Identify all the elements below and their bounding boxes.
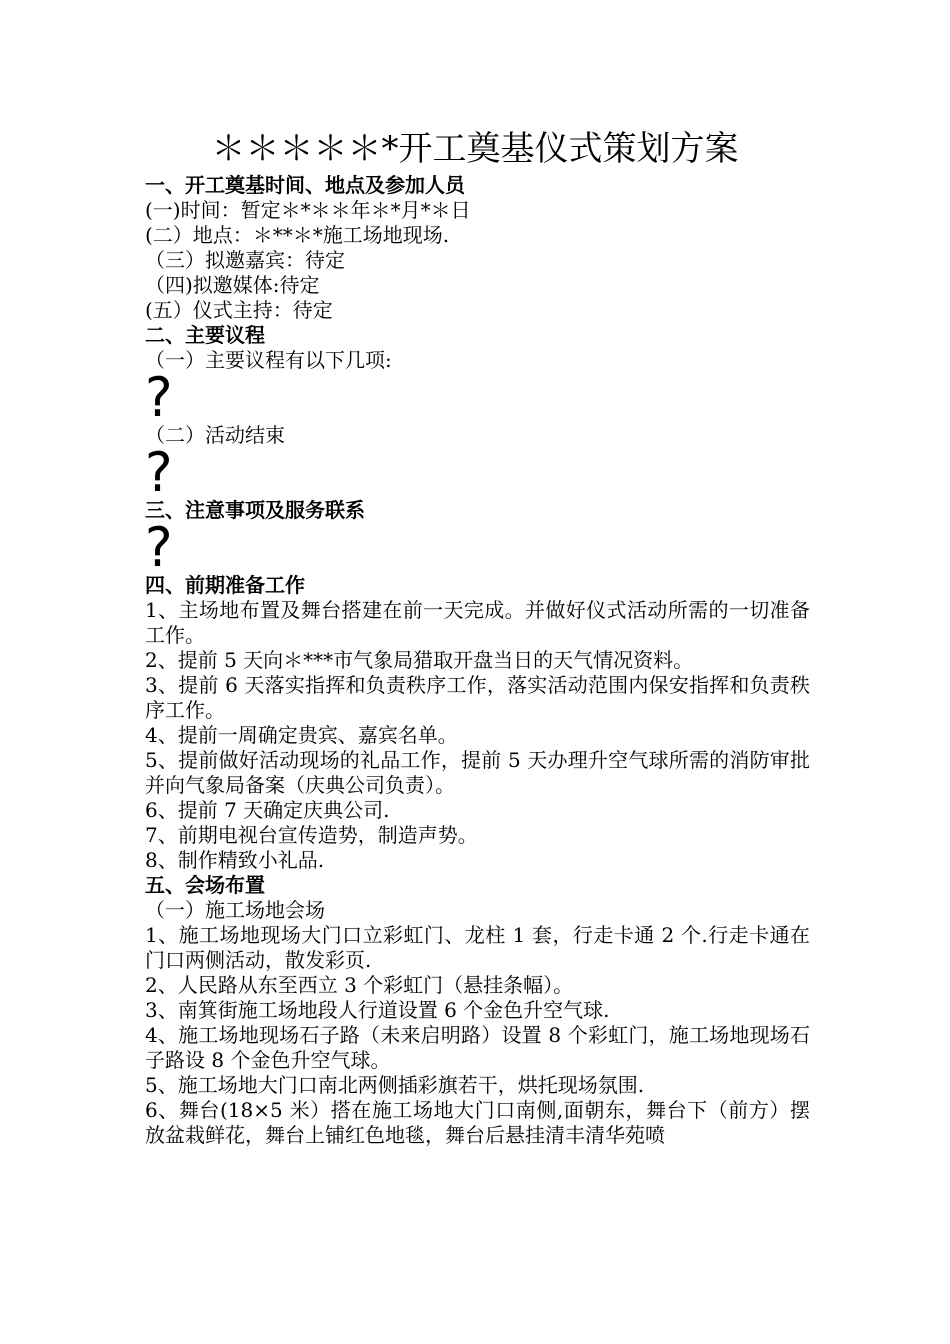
list-item: （二）活动结束 [145, 423, 285, 447]
document-title: ＊＊＊＊＊*开工奠基仪式策划方案 [211, 129, 739, 169]
section-heading-notes: 三、注意事项及服务联系 [145, 498, 365, 522]
section-heading-agenda: 二、主要议程 [145, 323, 265, 347]
list-item: 8、制作精致小礼品. [145, 848, 325, 872]
list-item: 1、施工场地现场大门口立彩虹门、龙柱 1 套，行走卡通 2 个.行走卡通在门口两侧活动，散发彩页. [145, 923, 810, 972]
section-heading-time-location: 一、开工奠基时间、地点及参加人员 [145, 173, 465, 197]
list-item: （一）主要议程有以下几项: [145, 348, 392, 372]
list-item: (五）仪式主持：待定 [145, 298, 333, 322]
list-item: (二）地点：＊**＊*施工场地现场. [145, 223, 450, 247]
section-heading-venue: 五、会场布置 [145, 873, 265, 897]
missing-content-placeholder: ? [145, 366, 173, 430]
list-item: (一)时间：暂定＊*＊＊年＊*月*＊日 [145, 198, 471, 222]
list-item: 3、南箕街施工场地段人行道设置 6 个金色升空气球. [145, 998, 610, 1022]
missing-content-placeholder: ? [145, 441, 173, 505]
list-item: 6、舞台(18×5 米）搭在施工场地大门口南侧,面朝东，舞台下（前方）摆放盆栽鲜花，舞台上铺红色地毯，舞台后悬挂清丰清华苑喷 [145, 1098, 810, 1147]
list-item: （四)拟邀媒体:待定 [145, 273, 320, 297]
list-item: 5、施工场地大门口南北两侧插彩旗若干，烘托现场氛围. [145, 1073, 645, 1097]
list-item: （三）拟邀嘉宾：待定 [145, 248, 345, 272]
list-item: 5、提前做好活动现场的礼品工作，提前 5 天办理升空气球所需的消防审批并向气象局备案（庆典公司负责）。 [145, 748, 810, 797]
list-item: 7、前期电视台宣传造势，制造声势。 [145, 823, 478, 847]
list-item: 2、提前 5 天向＊***市气象局猎取开盘当日的天气情况资料。 [145, 648, 694, 672]
section-heading-preparation: 四、前期准备工作 [145, 573, 305, 597]
list-item: 1、主场地布置及舞台搭建在前一天完成。并做好仪式活动所需的一切准备工作。 [145, 598, 810, 647]
list-item: 3、提前 6 天落实指挥和负责秩序工作，落实活动范围内保安指挥和负责秩序工作。 [145, 673, 810, 722]
list-item: 6、提前 7 天确定庆典公司. [145, 798, 390, 822]
list-item: 2、人民路从东至西立 3 个彩虹门（悬挂条幅）。 [145, 973, 574, 997]
list-item: 4、提前一周确定贵宾、嘉宾名单。 [145, 723, 458, 747]
list-item: 4、施工场地现场石子路（未来启明路）设置 8 个彩虹门，施工场地现场石子路设 8 个金色升空气球。 [145, 1023, 810, 1072]
document-body [145, 173, 810, 1148]
missing-content-placeholder: ? [145, 516, 173, 580]
subsection-heading: （一）施工场地会场 [145, 898, 325, 922]
